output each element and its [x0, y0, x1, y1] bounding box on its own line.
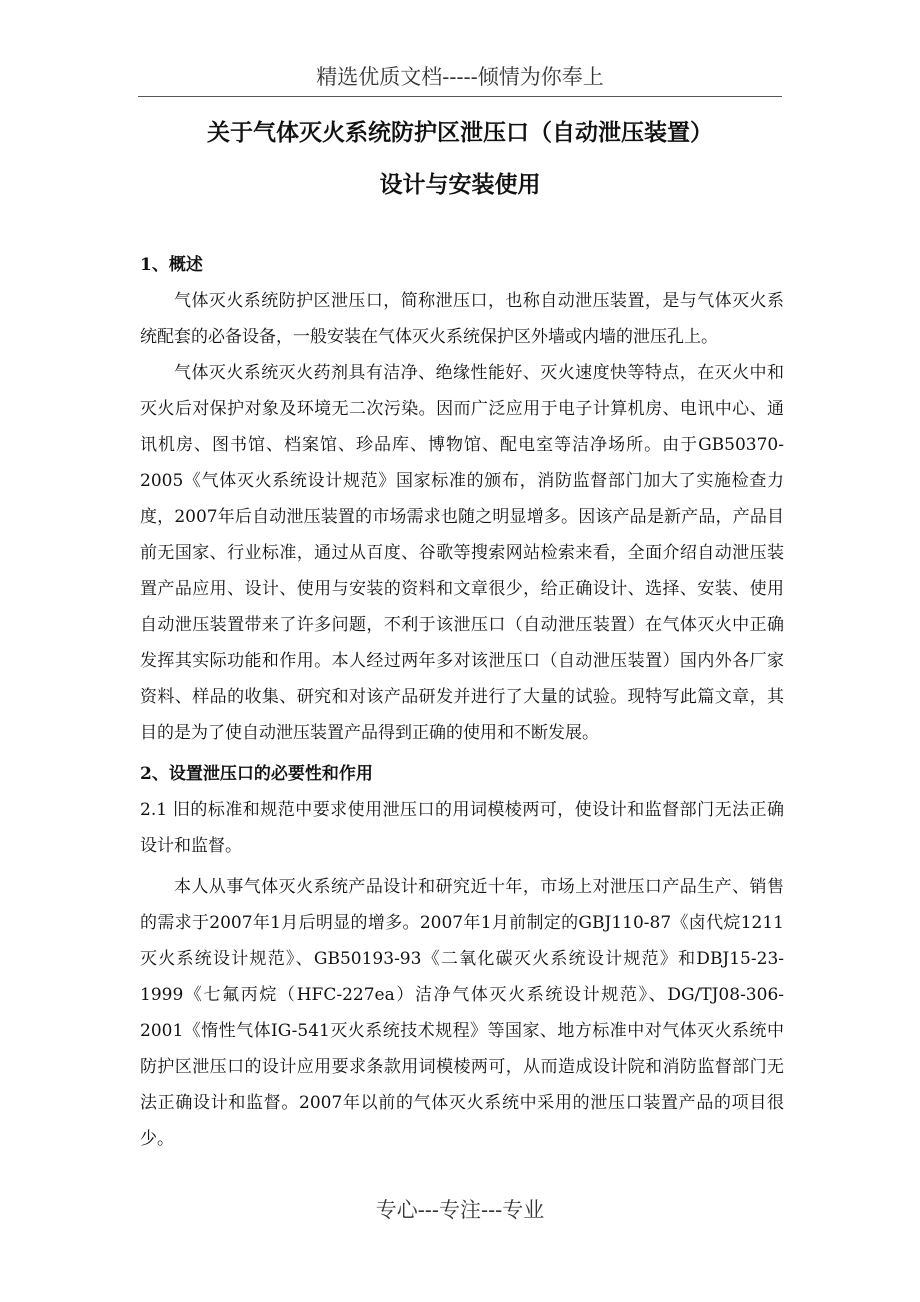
document-title-line-2: 设计与安装使用: [379, 171, 541, 198]
section-heading-necessity: 2、设置泄压口的必要性和作用: [140, 764, 373, 784]
section-heading-overview: 1、概述: [140, 255, 203, 275]
document-body: [140, 247, 784, 1157]
paragraph: 气体灭火系统防护区泄压口，简称泄压口，也称自动泄压装置，是与气体灭火系统配套的必备设备，一般安装在气体灭火系统保护区外墙或内墙的泄压孔上。: [140, 291, 784, 347]
subsection-paragraph: 2.1 旧的标准和规范中要求使用泄压口的用词模棱两可，使设计和监督部门无法正确设计和监督。: [140, 800, 784, 856]
document-title-line-1: 关于气体灭火系统防护区泄压口（自动泄压装置）: [207, 119, 713, 146]
page-footer: 专心---专注---专业: [375, 1198, 545, 1222]
header-divider: [138, 96, 782, 97]
page-header: 精选优质文档-----倾情为你奉上: [316, 65, 604, 89]
paragraph: 本人从事气体灭火系统产品设计和研究近十年，市场上对泄压口产品生产、销售的需求于2007年1月后明显的增多。2007年1月前制定的GBJ110-87《卤代烷1211灭火系统设计规范》、GB50193-93《二氧化碳灭火系统设计规范》和DBJ15-23-1999《七氟丙烷（HFC-227ea）洁净气体灭火系统设计规范》、DG/TJ08-306-2001《惰性气体IG-541灭火系统技术规程》等国家、地方标准中对气体灭火系统中防护区泄压口的设计应用要求条款用词模棱两可，从而造成设计院和消防监督部门无法正确设计和监督。2007年以前的气体灭火系统中采用的泄压口装置产品的项目很少。: [140, 877, 784, 1149]
paragraph: 气体灭火系统灭火药剂具有洁净、绝缘性能好、灭火速度快等特点，在灭火中和灭火后对保护对象及环境无二次污染。因而广泛应用于电子计算机房、电讯中心、通讯机房、图书馆、档案馆、珍品库、博物馆、配电室等洁净场所。由于GB50370-2005《气体灭火系统设计规范》国家标准的颁布，消防监督部门加大了实施检查力度，2007年后自动泄压装置的市场需求也随之明显增多。因该产品是新产品，产品目前无国家、行业标准，通过从百度、谷歌等搜索网站检索来看，全面介绍自动泄压装置产品应用、设计、使用与安装的资料和文章很少，给正确设计、选择、安装、使用自动泄压装置带来了许多问题，不利于该泄压口（自动泄压装置）在气体灭火中正确发挥其实际功能和作用。本人经过两年多对该泄压口（自动泄压装置）国内外各厂家资料、样品的收集、研究和对该产品研发并进行了大量的试验。现特写此篇文章，其目的是为了使自动泄压装置产品得到正确的使用和不断发展。: [140, 363, 784, 743]
